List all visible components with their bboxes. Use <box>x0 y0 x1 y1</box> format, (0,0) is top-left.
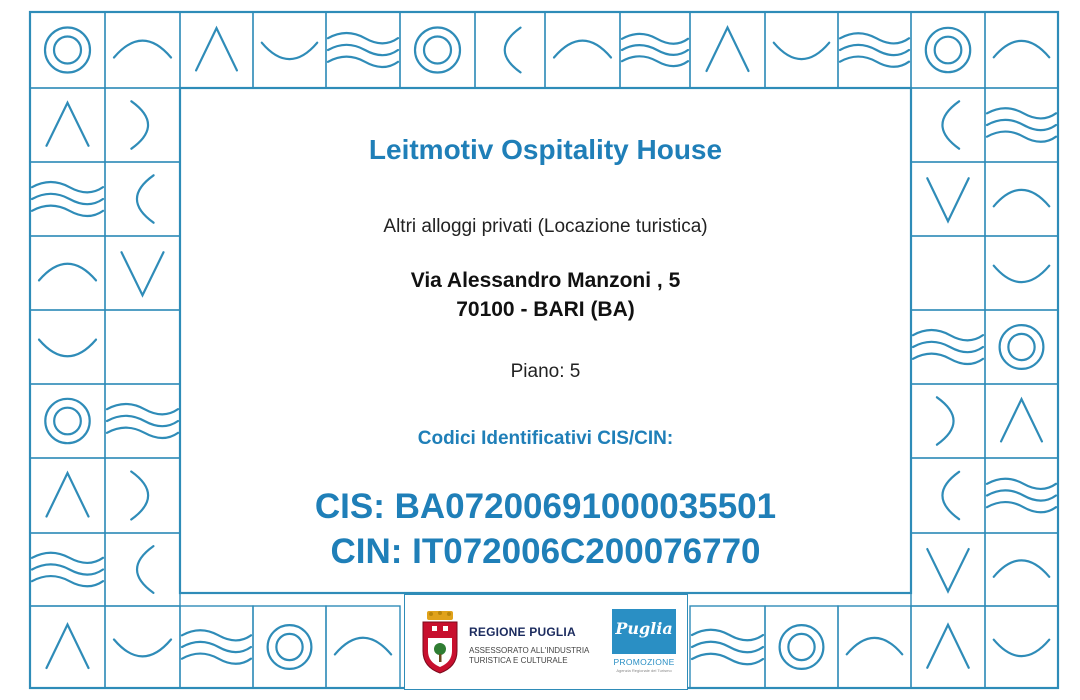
border-tile <box>30 236 105 310</box>
border-tile <box>105 12 180 88</box>
border-tile <box>911 606 985 688</box>
border-tile <box>326 12 400 88</box>
border-tile <box>400 12 475 88</box>
border-tile <box>911 88 985 162</box>
border-tile <box>253 12 326 88</box>
border-tile <box>911 533 985 606</box>
border-tile <box>985 236 1058 310</box>
logos-box <box>404 594 688 690</box>
identification-codes <box>180 484 911 574</box>
border-tile <box>838 12 911 88</box>
codes-heading: Codici Identificativi CIS/CIN: <box>417 428 674 449</box>
regione-department-line-2: TURISTICA E CULTURALE <box>469 656 568 665</box>
border-tile <box>911 162 985 236</box>
border-tile <box>985 310 1058 384</box>
border-tile <box>30 384 105 458</box>
border-tile <box>105 88 180 162</box>
border-tile <box>838 606 911 688</box>
border-tile <box>30 310 105 384</box>
border-tile <box>985 12 1058 88</box>
property-title: Leitmotiv Ospitality House <box>368 134 723 165</box>
cis-code: CIS: BA07200691000035501 <box>314 487 777 526</box>
border-tile <box>911 384 985 458</box>
placard-content <box>180 88 911 593</box>
border-tile <box>105 162 180 236</box>
regione-department <box>469 646 599 666</box>
puglia-wordmark: Puglia <box>615 619 673 638</box>
regione-department-line-1: ASSESSORATO ALL'INDUSTRIA <box>469 646 590 655</box>
border-tile <box>105 606 180 688</box>
border-tile <box>180 12 253 88</box>
border-tile <box>105 310 180 384</box>
border-tile <box>690 606 765 688</box>
border-tile <box>253 606 326 688</box>
border-tile <box>30 162 105 236</box>
regione-puglia-name: REGIONE PUGLIA <box>469 625 576 639</box>
border-tile <box>985 384 1058 458</box>
border-tile <box>765 12 838 88</box>
border-tile <box>620 12 690 88</box>
border-tile <box>105 458 180 533</box>
border-tile <box>30 88 105 162</box>
border-tile <box>105 533 180 606</box>
border-tile <box>180 606 253 688</box>
border-tile <box>985 533 1058 606</box>
border-tile <box>105 236 180 310</box>
border-tile <box>690 12 765 88</box>
border-tile <box>911 236 985 310</box>
address-city: 70100 - BARI (BA) <box>456 298 635 321</box>
border-tile <box>985 88 1058 162</box>
border-tile <box>105 384 180 458</box>
property-category: Altri alloggi privati (Locazione turistica) <box>383 216 708 237</box>
border-tile <box>985 458 1058 533</box>
border-tile <box>30 458 105 533</box>
property-floor: Piano: 5 <box>510 361 581 382</box>
border-tile <box>985 162 1058 236</box>
border-tile <box>326 606 400 688</box>
border-tile <box>911 310 985 384</box>
puglia-promozione-logo <box>612 609 676 654</box>
promozione-label: PROMOZIONE <box>613 657 675 667</box>
border-tile <box>30 606 105 688</box>
border-tile <box>911 458 985 533</box>
border-tile <box>911 12 985 88</box>
cin-code: CIN: IT072006C200076770 <box>330 532 761 571</box>
border-tile <box>765 606 838 688</box>
border-tile <box>30 12 105 88</box>
address-street: Via Alessandro Manzoni , 5 <box>410 269 681 292</box>
promozione-sublabel: Agenzia Regionale del Turismo <box>616 668 672 673</box>
border-tile <box>985 606 1058 688</box>
border-tile <box>30 533 105 606</box>
border-tile <box>475 12 545 88</box>
regione-puglia-crest-icon <box>419 611 461 675</box>
property-address <box>180 266 911 324</box>
border-tile <box>545 12 620 88</box>
